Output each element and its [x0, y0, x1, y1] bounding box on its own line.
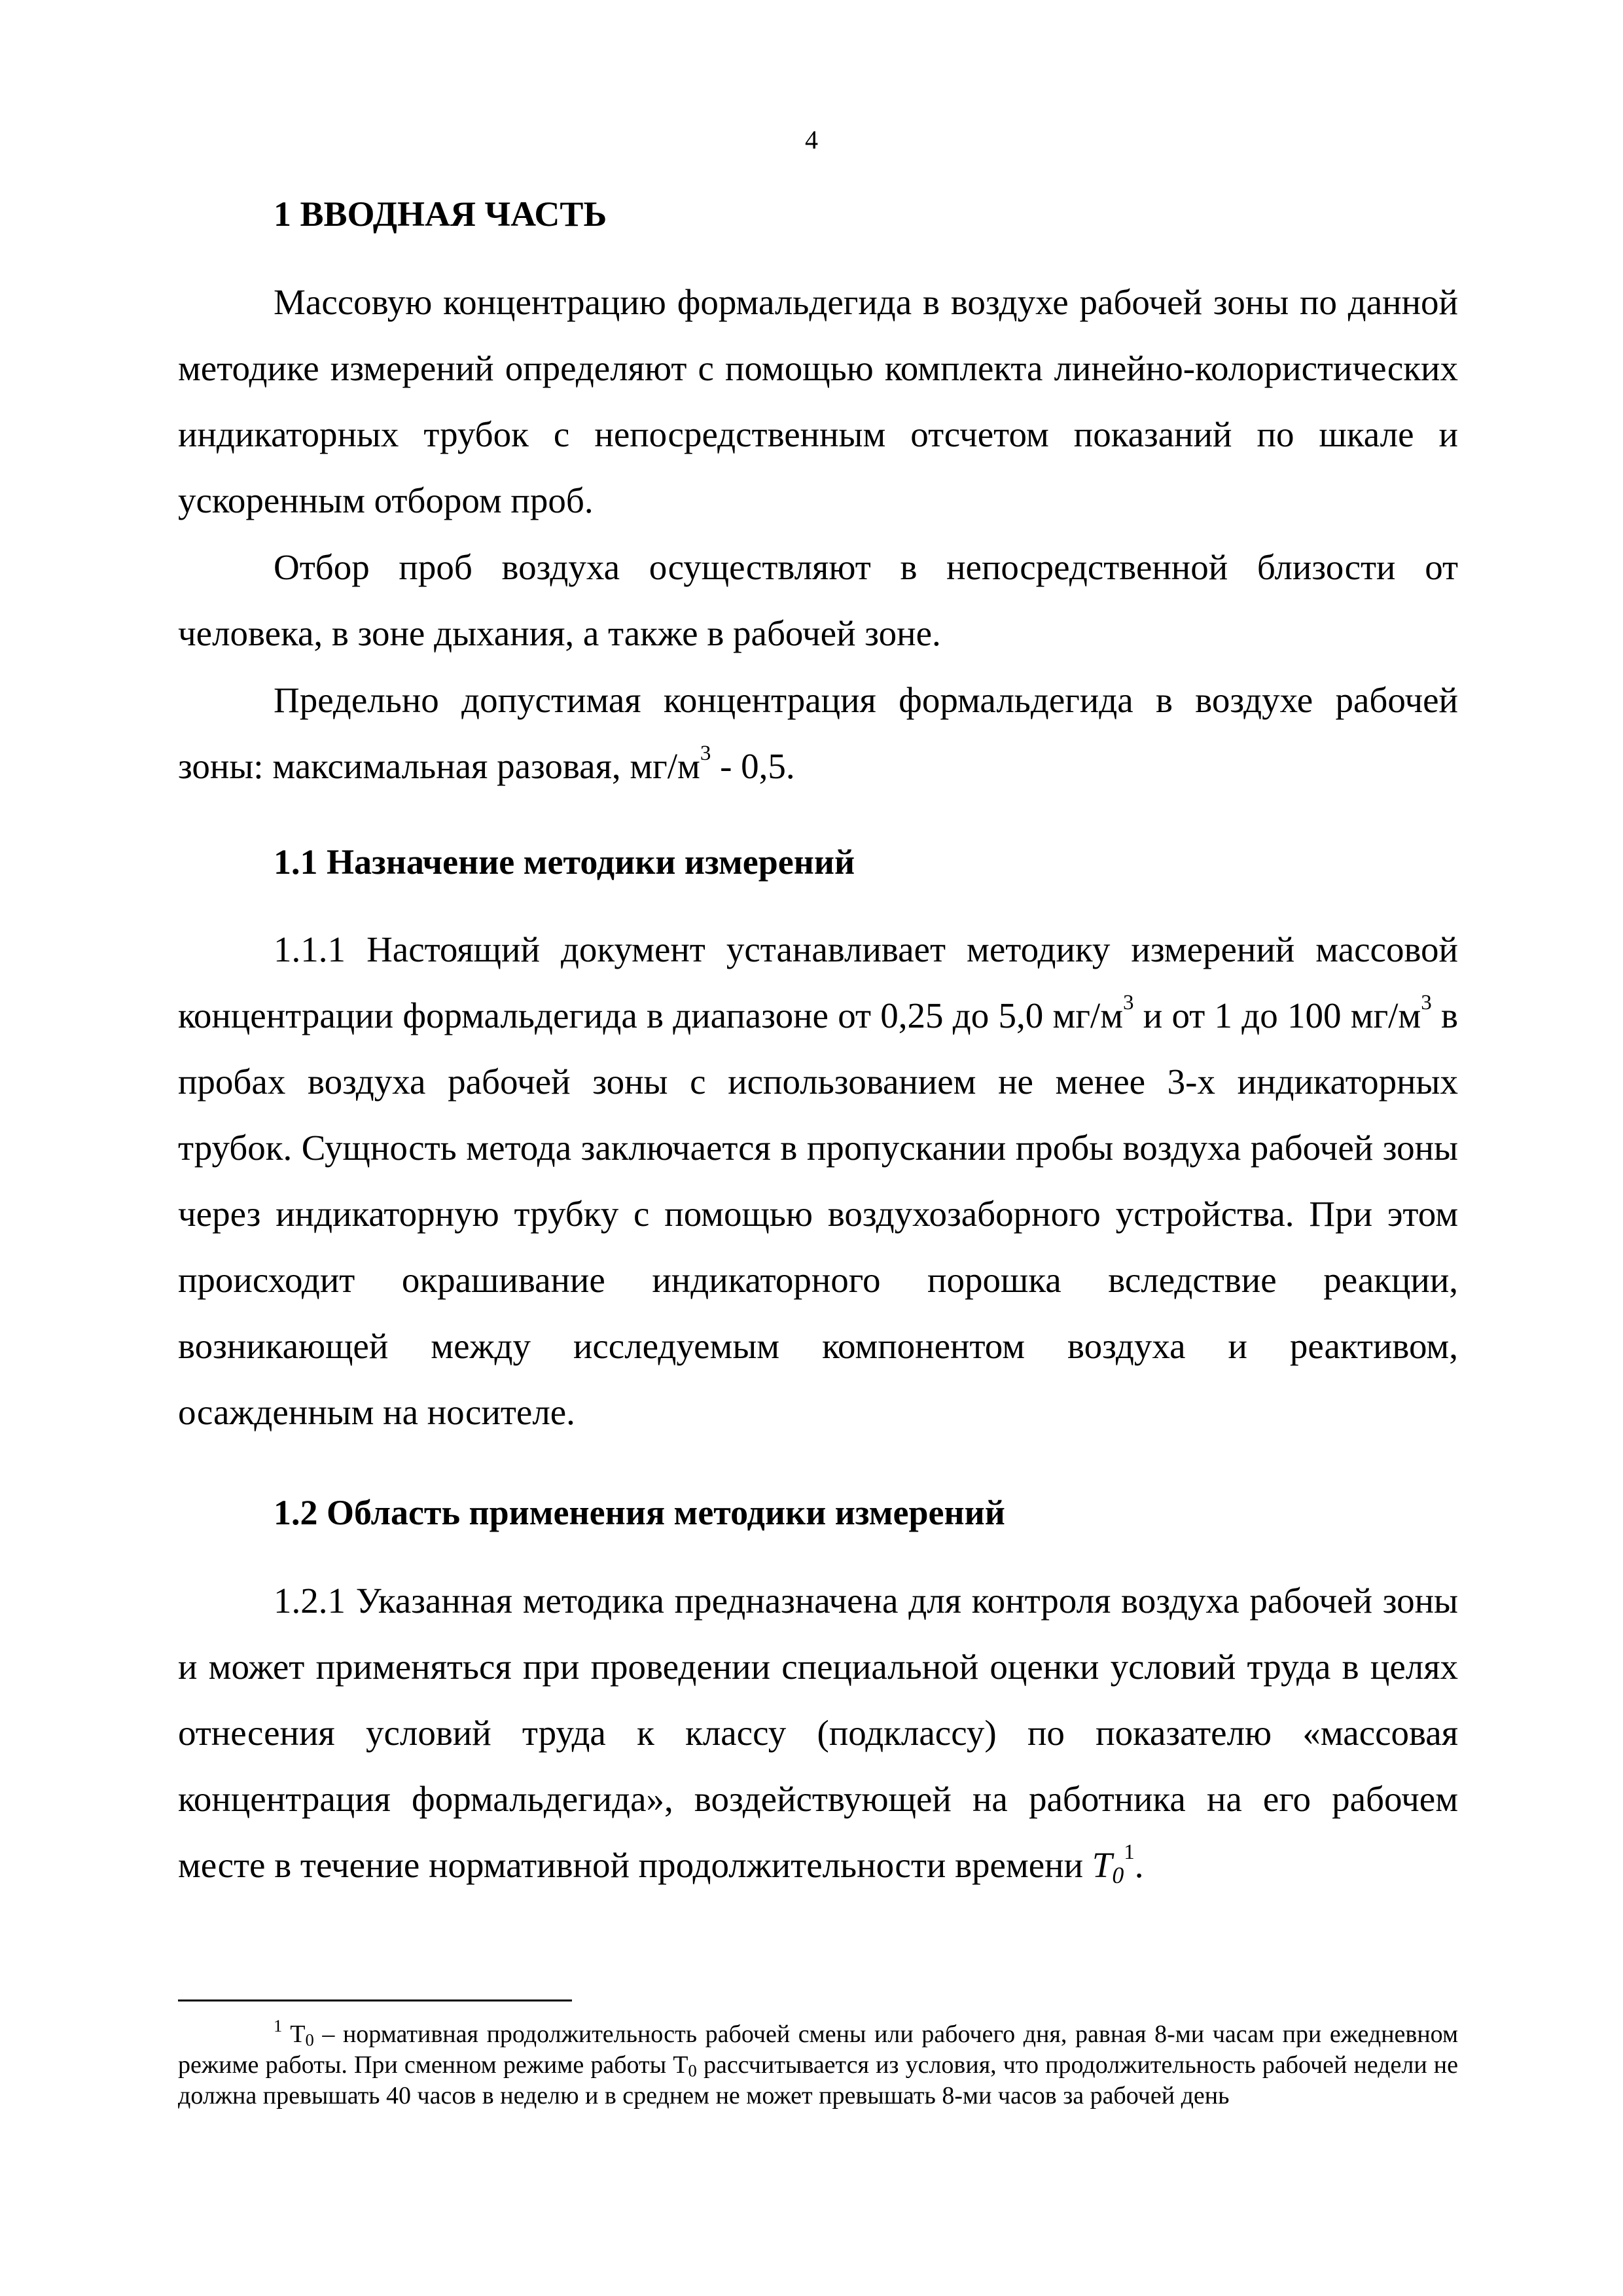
scope-text: 1.2.1 Указанная методика предназначена для контроля воздуха рабочей зоны и может применяться при проведении специальной оценки условий труда в целях отнесения условий труда к классу (подклассу) по показателю «массовая концентрация формальдегида», воздействующей на работника на его рабочем месте в течение нормативной продолжительности времени — [178, 1581, 1458, 1885]
purpose-text-b: и от 1 до 100 мг/м — [1133, 996, 1421, 1035]
purpose-text-a: 1.1.1 Настоящий документ устанавливает методику измерений массовой концентрации формальдегида в диапазоне от 0,25 до 5,0 мг/м — [178, 929, 1458, 1035]
section-heading-purpose: 1.1 Назначение методики измерений — [274, 842, 855, 882]
footnote-text-b: рассчитывается из условия, что продолжительность рабочей недели не должна превышать 40 часов в неделю и в среднем не может превышать 8-ми часов за рабочей день — [178, 2051, 1458, 2109]
footnote-reference: 1 — [1124, 1840, 1135, 1864]
paragraph-purpose — [178, 916, 1458, 1445]
scope-end: . — [1134, 1845, 1144, 1885]
footnote-mark: 1 — [274, 2016, 283, 2036]
t0-symbol — [1092, 1845, 1124, 1888]
mpc-superscript: 3 — [700, 741, 711, 765]
paragraph-mpc — [178, 667, 1458, 799]
mpc-value: - 0,5. — [711, 746, 795, 786]
footnote-separator — [178, 2000, 572, 2001]
t0-subscript: 0 — [1112, 1861, 1124, 1888]
section-heading-scope: 1.2 Область применения методики измерений — [274, 1493, 1005, 1532]
section-heading-introduction: 1 ВВОДНАЯ ЧАСТЬ — [274, 194, 607, 234]
t0-letter: T — [1092, 1845, 1113, 1885]
purpose-text-c: в пробах воздуха рабочей зоны с использованием не менее 3-х индикаторных трубок. Сущность метода заключается в пропускании пробы воздуха рабочей зоны через индикаторную трубку с помощью воздухозаборного устройства. При этом происходит окрашивание индикаторного порошка вследствие реакции, возникающей между исследуемым компонентом воздуха и реактивом, осажденным на носителе. — [178, 996, 1458, 1432]
footnote-t-subscript-2: 0 — [688, 2060, 697, 2081]
purpose-superscript-1: 3 — [1123, 990, 1134, 1014]
mpc-text: Предельно допустимая концентрация формальдегида в воздухе рабочей зоны: максимальная разовая, мг/м — [178, 680, 1458, 786]
footnote-text-a: – нормативная продолжительность рабочей смены или рабочего дня, равная 8-ми часам при ежедневном режиме работы. При сменном режиме работы T — [178, 2020, 1458, 2079]
paragraph-sampling: Отбор проб воздуха осуществляют в непосредственной близости от человека, в зоне дыхания, а также в рабочей зоне. — [178, 547, 1458, 653]
page-number: 4 — [805, 125, 818, 154]
purpose-superscript-2: 3 — [1421, 990, 1432, 1014]
footnote-t-subscript: 0 — [305, 2030, 314, 2050]
footnote-t-letter: T — [282, 2020, 306, 2048]
paragraph-intro-method: Массовую концентрацию формальдегида в воздухе рабочей зоны по данной методике измерений определяют с помощью комплекта линейно-колористических индикаторных трубок с непосредственным отсчетом показаний по шкале и ускоренным отбором проб. — [178, 282, 1458, 520]
footnote — [178, 2016, 1458, 2111]
paragraph-scope — [178, 1568, 1458, 1898]
